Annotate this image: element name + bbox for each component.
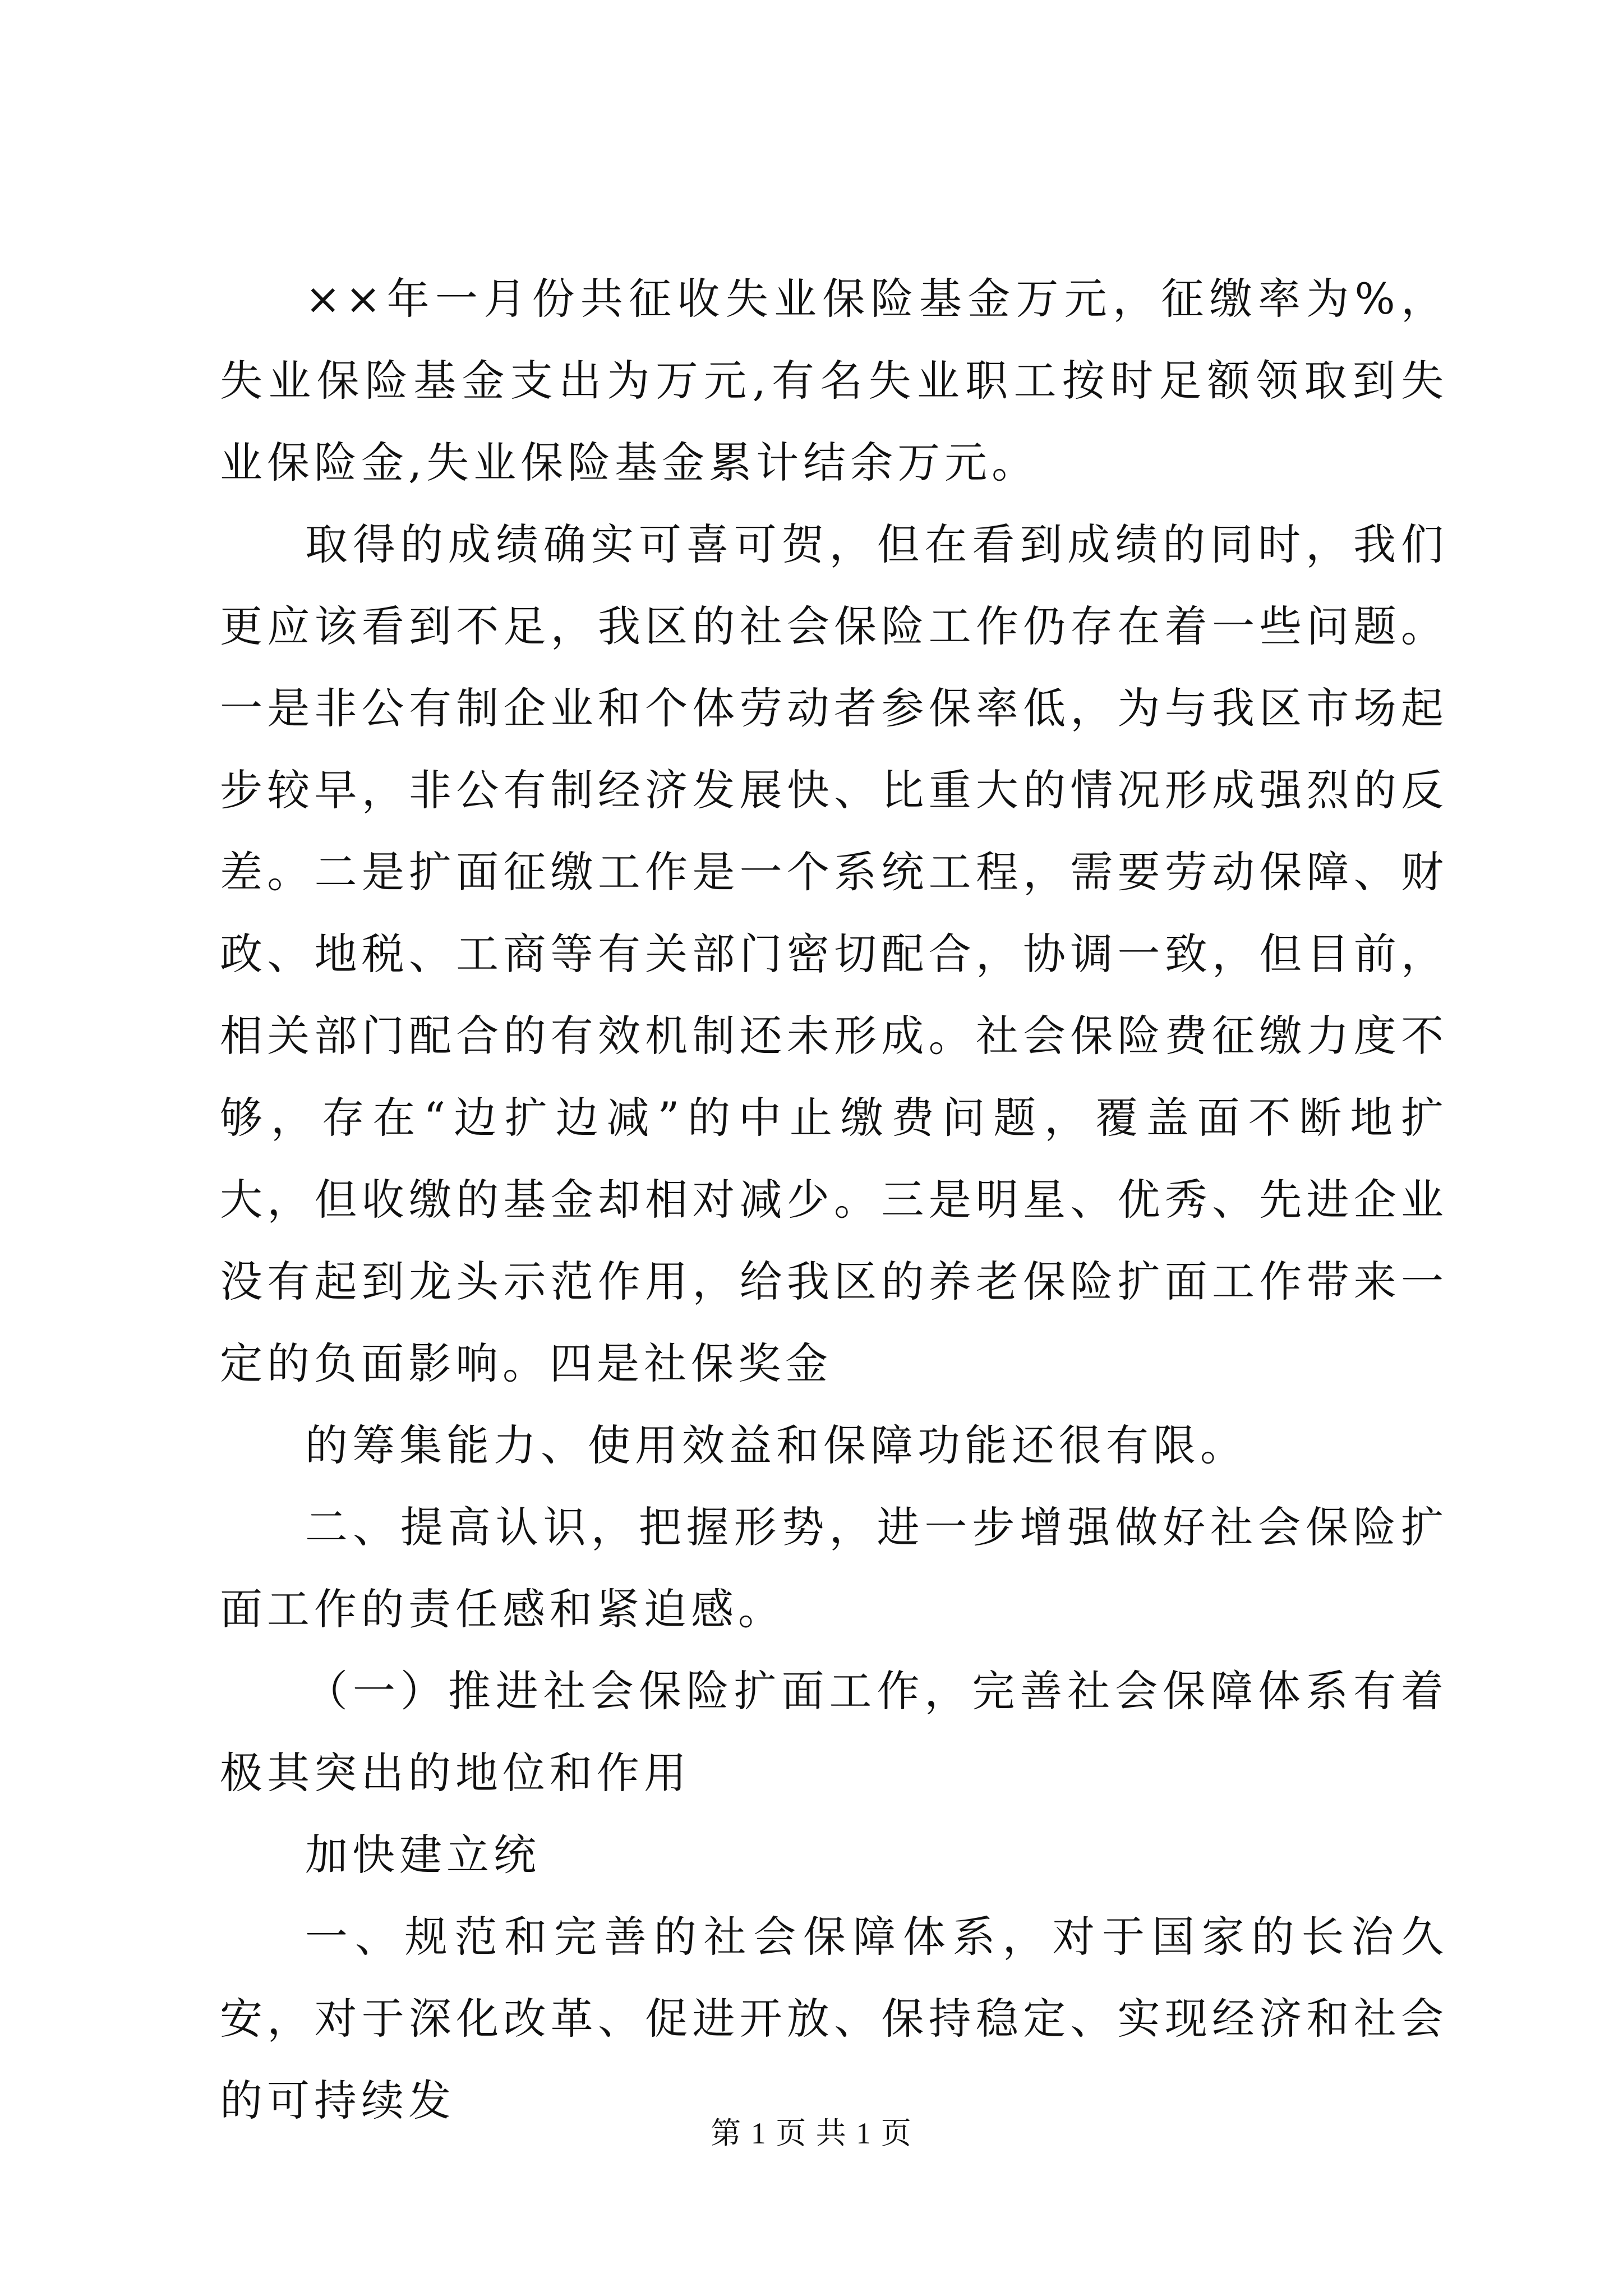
- paragraph-short-line: 加快建立统: [305, 1830, 541, 1880]
- document-body: [220, 258, 1448, 2142]
- paragraph-fund-summary: ××年一月份共征收失业保险基金万元，征缴率为%，失业保险基金支出为万元,有名失业职工按时足额领取到失业保险金,失业保险基金累计结余万元。: [220, 274, 1448, 487]
- paragraph-problems-continued: 的筹集能力、使用效益和保障功能还很有限。: [305, 1420, 1247, 1470]
- subsection-heading-one: （一）推进社会保险扩面工作，完善社会保障体系有着极其突出的地位和作用: [220, 1666, 1448, 1798]
- paragraph-problems: 取得的成绩确实可喜可贺，但在看到成绩的同时，我们更应该看到不足，我区的社会保险工作仍存在着一些问题。一是非公有制企业和个体劳动者参保率低，为与我区市场起步较早，非公有制经济发展快、比重大的情况形成强烈的反差。二是扩面征缴工作是一个系统工程，需要劳动保障、财政、地税、工商等有关部门密切配合，协调一致，但目前，相关部门配合的有效机制还未形成。社会保险费征缴力度不够，存在“边扩边减”的中止缴费问题，覆盖面不断地扩大，但收缴的基金却相对减少。三是明星、优秀、先进企业没有起到龙头示范作用，给我区的养老保险扩面工作带来一定的负面影响。四是社保奖金: [220, 519, 1448, 1388]
- paragraph-social-security-system: 一、规范和完善的社会保障体系，对于国家的长治久安，对于深化改革、促进开放、保持稳定、实现经济和社会的可持续发: [220, 1912, 1448, 2125]
- section-heading-two: 二、提高认识，把握形势，进一步增强做好社会保险扩面工作的责任感和紧迫感。: [220, 1502, 1448, 1634]
- page-footer: 第 1 页 共 1 页: [711, 2116, 912, 2150]
